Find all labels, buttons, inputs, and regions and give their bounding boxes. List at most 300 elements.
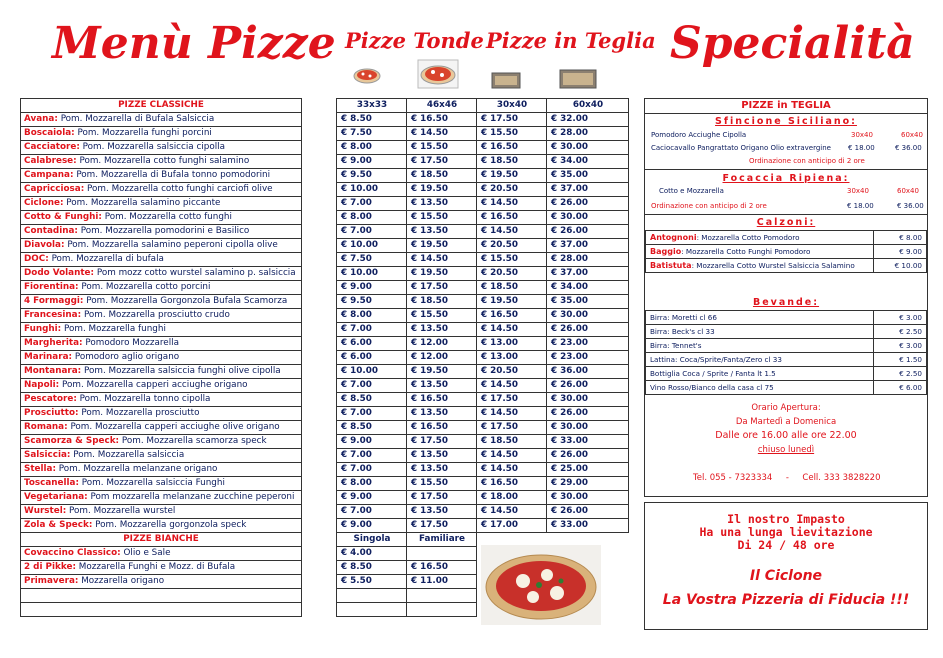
price-cell: € 30.00 bbox=[547, 491, 629, 505]
pizze-classiche-header bbox=[21, 99, 302, 113]
price-cell: € 12.00 bbox=[407, 337, 477, 351]
pizza-row bbox=[21, 337, 302, 351]
price-cell: € 36.00 bbox=[547, 365, 629, 379]
pizza-ingredients: Pom. Mozzarella cotto funghi carciofi olive bbox=[87, 184, 273, 194]
pizza-row bbox=[21, 239, 302, 253]
price-cell: € 13.50 bbox=[407, 225, 477, 239]
sfincione-item-1: Pomodoro Acciughe Cipolla bbox=[651, 131, 747, 139]
price-cell: € 19.50 bbox=[477, 295, 547, 309]
price-cell: € 7.50 bbox=[337, 127, 407, 141]
pizza-name: Diavola: bbox=[24, 240, 65, 250]
specialita-panel bbox=[644, 98, 928, 497]
bianche-size-header: Familiare bbox=[407, 533, 477, 547]
phone-number: Tel. 055 - 7323334 bbox=[693, 473, 773, 483]
contact-separator: - bbox=[785, 473, 789, 483]
pizza-name: 4 Formaggi: bbox=[24, 296, 84, 306]
pizza-name: Campana: bbox=[24, 170, 74, 180]
pizza-row bbox=[21, 141, 302, 155]
price-cell: € 16.50 bbox=[477, 141, 547, 155]
price-cell: € 7.00 bbox=[337, 407, 407, 421]
price-cell: € 35.00 bbox=[547, 295, 629, 309]
bevande-table bbox=[645, 310, 927, 395]
pizza-row bbox=[21, 491, 302, 505]
price-row bbox=[337, 295, 629, 309]
pizza-ingredients: Pomodoro aglio origano bbox=[74, 352, 180, 362]
pizza-ingredients: Pom. Mozzarella di Bufala Salsiccia bbox=[60, 114, 215, 124]
price-cell: € 14.50 bbox=[407, 127, 477, 141]
price-cell: € 18.50 bbox=[477, 435, 547, 449]
pizza-cell bbox=[21, 323, 302, 337]
pizza-name: Scamorza & Speck: bbox=[24, 436, 120, 446]
price-cell: € 11.00 bbox=[407, 575, 477, 589]
price-cell: € 37.00 bbox=[547, 239, 629, 253]
pizza-row bbox=[21, 379, 302, 393]
price-cell: € 26.00 bbox=[547, 197, 629, 211]
small-round-pizza-icon bbox=[352, 64, 382, 86]
price-cell: € 26.00 bbox=[547, 323, 629, 337]
drink-name: Birra: Moretti cl 66 bbox=[646, 311, 874, 325]
price-cell: € 17.50 bbox=[407, 519, 477, 533]
calzone-cell bbox=[646, 245, 874, 259]
price-row bbox=[337, 407, 629, 421]
price-cell: € 23.00 bbox=[547, 351, 629, 365]
price-cell: € 13.50 bbox=[407, 197, 477, 211]
pizze-bianche-header-label: PIZZE BIANCHE bbox=[21, 533, 302, 547]
pizza-row bbox=[21, 351, 302, 365]
pizza-name: Fiorentina: bbox=[24, 282, 79, 292]
price-cell: € 30.00 bbox=[547, 141, 629, 155]
pizza-row bbox=[21, 197, 302, 211]
price-cell: € 16.50 bbox=[477, 211, 547, 225]
pizza-cell bbox=[21, 449, 302, 463]
price-cell: € 8.00 bbox=[337, 211, 407, 225]
pizza-row bbox=[21, 183, 302, 197]
pizza-name: Marinara: bbox=[24, 352, 73, 362]
pizza-ingredients: Pom. Mozzarella salsiccia Funghi bbox=[81, 478, 225, 488]
price-cell: € 16.50 bbox=[477, 477, 547, 491]
calzone-price: € 10.00 bbox=[874, 259, 927, 273]
pizza-ingredients: Pom. Mozzarella tonno cipolla bbox=[79, 394, 211, 404]
pizza-name: Cacciatore: bbox=[24, 142, 80, 152]
pizza-row bbox=[21, 575, 302, 589]
price-cell: € 33.00 bbox=[547, 519, 629, 533]
drink-price: € 3.00 bbox=[874, 311, 927, 325]
calzoni-title: Calzoni: bbox=[756, 217, 816, 228]
price-cell: € 35.00 bbox=[547, 169, 629, 183]
price-cell: € 16.50 bbox=[407, 113, 477, 127]
calzone-row bbox=[646, 245, 927, 259]
price-cell: € 30.00 bbox=[547, 309, 629, 323]
price-cell: € 19.50 bbox=[407, 183, 477, 197]
drink-row bbox=[646, 381, 927, 395]
price-cell: € 16.50 bbox=[407, 421, 477, 435]
pizza-cell bbox=[21, 239, 302, 253]
pizza-ingredients: Mozzarella origano bbox=[81, 576, 165, 586]
price-cell: € 26.00 bbox=[547, 379, 629, 393]
pizza-name: Vegetariana: bbox=[24, 492, 88, 502]
price-cell: € 8.50 bbox=[337, 561, 407, 575]
pizza-ingredients: Pom. Mozzarella gorgonzola speck bbox=[95, 520, 247, 530]
price-cell: € 7.00 bbox=[337, 449, 407, 463]
focaccia-title: Focaccia Ripiena: bbox=[722, 173, 850, 184]
pizza-ingredients: Pomodoro Mozzarella bbox=[85, 338, 179, 348]
price-cell: € 26.00 bbox=[547, 407, 629, 421]
price-cell: € 10.00 bbox=[337, 183, 407, 197]
pizza-row bbox=[21, 365, 302, 379]
price-cell: € 9.00 bbox=[337, 435, 407, 449]
pizza-ingredients: Pom mozz cotto wurstel salamino p. salsiccia bbox=[96, 268, 296, 278]
pizza-cell bbox=[21, 379, 302, 393]
pizza-ingredients: Pom. Mozzarella cotto funghi bbox=[104, 212, 232, 222]
calzone-ingredients: : Mozzarella Cotto Funghi Pomodoro bbox=[681, 247, 811, 256]
price-row bbox=[337, 141, 629, 155]
price-row bbox=[337, 435, 629, 449]
price-cell: € 16.50 bbox=[407, 393, 477, 407]
price-row bbox=[337, 449, 629, 463]
price-cell: € 17.00 bbox=[477, 519, 547, 533]
price-cell: € 14.50 bbox=[477, 197, 547, 211]
empty-cell bbox=[21, 603, 302, 617]
small-tray-pizza-icon bbox=[490, 70, 522, 90]
price-cell: € 4.00 bbox=[337, 547, 407, 561]
drink-name: Vino Rosso/Bianco della casa cl 75 bbox=[646, 381, 874, 395]
price-cell: € 7.50 bbox=[337, 253, 407, 267]
large-round-pizza-icon bbox=[417, 59, 459, 89]
pizza-row bbox=[21, 323, 302, 337]
pizza-cell bbox=[21, 575, 302, 589]
price-row bbox=[337, 351, 629, 365]
orario-title: Orario Apertura: bbox=[751, 403, 821, 413]
price-row bbox=[337, 365, 629, 379]
calzone-ingredients: : Mozzarella Cotto Pomodoro bbox=[696, 233, 800, 242]
price-cell: € 17.50 bbox=[407, 281, 477, 295]
price-cell: € 34.00 bbox=[547, 155, 629, 169]
price-row bbox=[337, 211, 629, 225]
pizza-cell bbox=[21, 197, 302, 211]
drink-price: € 1.50 bbox=[874, 353, 927, 367]
price-cell: € 8.00 bbox=[337, 309, 407, 323]
price-cell: € 15.50 bbox=[407, 477, 477, 491]
pizza-ingredients: Olio e Sale bbox=[123, 548, 171, 558]
sfincione-title: Sfincione Siciliano: bbox=[715, 116, 857, 127]
pizze-classiche-table bbox=[20, 98, 302, 617]
pizza-name: Contadina: bbox=[24, 226, 78, 236]
pizza-name: Napoli: bbox=[24, 380, 60, 390]
price-cell: € 6.00 bbox=[337, 337, 407, 351]
price-cell: € 7.00 bbox=[337, 463, 407, 477]
price-row bbox=[337, 113, 629, 127]
pizza-row bbox=[21, 449, 302, 463]
price-cell: € 20.50 bbox=[477, 183, 547, 197]
price-cell: € 8.50 bbox=[337, 113, 407, 127]
price-cell: € 37.00 bbox=[547, 183, 629, 197]
size-header: 30x40 bbox=[477, 99, 547, 113]
pizza-row bbox=[21, 253, 302, 267]
price-cell: € 13.50 bbox=[407, 379, 477, 393]
price-row bbox=[337, 127, 629, 141]
pizza-cell bbox=[21, 519, 302, 533]
price-cell: € 14.50 bbox=[477, 463, 547, 477]
pizza-row bbox=[21, 519, 302, 533]
pizza-name: Wurstel: bbox=[24, 506, 67, 516]
price-cell: € 10.00 bbox=[337, 239, 407, 253]
pizza-name: Zola & Speck: bbox=[24, 520, 93, 530]
drink-name: Birra: Beck's cl 33 bbox=[646, 325, 874, 339]
pizza-ingredients: Pom. Mozzarella funghi bbox=[64, 324, 166, 334]
pizza-cell bbox=[21, 337, 302, 351]
pizza-ingredients: Pom. Mozzarella salsiccia cipolla bbox=[82, 142, 225, 152]
bianche-size-header: Singola bbox=[337, 533, 407, 547]
calzone-row bbox=[646, 231, 927, 245]
focaccia-price-2: € 36.00 bbox=[897, 202, 924, 210]
pizza-cell bbox=[21, 225, 302, 239]
pizza-name: DOC: bbox=[24, 254, 49, 264]
price-cell: € 26.00 bbox=[547, 505, 629, 519]
price-cell: € 5.50 bbox=[337, 575, 407, 589]
empty-cell bbox=[21, 589, 302, 603]
pizze-classiche-header-label: PIZZE CLASSICHE bbox=[21, 99, 302, 113]
price-cell: € 9.50 bbox=[337, 169, 407, 183]
price-cell: € 9.00 bbox=[337, 519, 407, 533]
price-cell: € 34.00 bbox=[547, 281, 629, 295]
price-cell: € 30.00 bbox=[547, 421, 629, 435]
calzone-cell bbox=[646, 259, 874, 273]
pizze-bianche-header bbox=[21, 533, 302, 547]
impasto-line-1: Il nostro Impasto bbox=[727, 512, 845, 526]
calzone-ingredients: : Mozzarella Cotto Wurstel Salsiccia Salamino bbox=[691, 261, 855, 270]
price-cell: € 13.50 bbox=[407, 323, 477, 337]
orario-days: Da Martedì a Domenica bbox=[735, 417, 837, 427]
pizza-ingredients: Pom. Mozzarella Gorgonzola Bufala Scamorza bbox=[86, 296, 288, 306]
price-row bbox=[337, 463, 629, 477]
price-cell: € 12.00 bbox=[407, 351, 477, 365]
price-cell: € 28.00 bbox=[547, 253, 629, 267]
price-cell: € 18.50 bbox=[407, 169, 477, 183]
cell-number: Cell. 333 3828220 bbox=[802, 473, 881, 483]
pizza-row bbox=[21, 561, 302, 575]
pizza-row bbox=[21, 211, 302, 225]
size-header: 46x46 bbox=[407, 99, 477, 113]
pizza-cell bbox=[21, 547, 302, 561]
pizza-ingredients: Pom. Mozzarella prosciutto bbox=[81, 408, 200, 418]
price-cell: € 14.50 bbox=[477, 407, 547, 421]
pizza-cell bbox=[21, 155, 302, 169]
price-cell: € 7.00 bbox=[337, 379, 407, 393]
drink-price: € 2.50 bbox=[874, 367, 927, 381]
pizza-ingredients: Pom. Mozzarella salsiccia bbox=[73, 450, 185, 460]
drink-row bbox=[646, 353, 927, 367]
pizza-row bbox=[21, 421, 302, 435]
pizza-row bbox=[21, 169, 302, 183]
pizza-ingredients: Pom. Mozzarella salsiccia funghi olive cipolla bbox=[84, 366, 281, 376]
price-cell: € 13.00 bbox=[477, 351, 547, 365]
pizza-row bbox=[21, 547, 302, 561]
drink-row bbox=[646, 325, 927, 339]
drink-name: Lattina: Coca/Sprite/Fanta/Zero cl 33 bbox=[646, 353, 874, 367]
pizza-name: Cotto & Funghi: bbox=[24, 212, 102, 222]
pizza-row bbox=[21, 477, 302, 491]
pizza-name: Avana: bbox=[24, 114, 58, 124]
price-cell: € 26.00 bbox=[547, 449, 629, 463]
pizza-ingredients: Pom. Mozzarella scamorza speck bbox=[121, 436, 267, 446]
price-cell: € 28.00 bbox=[547, 127, 629, 141]
price-cell: € 13.00 bbox=[477, 337, 547, 351]
large-tray-pizza-icon bbox=[558, 68, 598, 90]
price-cell: € 9.00 bbox=[337, 281, 407, 295]
pizza-ingredients: Mozzarella Funghi e Mozz. di Bufala bbox=[78, 562, 236, 572]
pizza-cell bbox=[21, 393, 302, 407]
calzone-price: € 8.00 bbox=[874, 231, 927, 245]
pizza-cell bbox=[21, 281, 302, 295]
price-row bbox=[337, 379, 629, 393]
brand-slogan: La Vostra Pizzeria di Fiducia !!! bbox=[662, 592, 910, 608]
price-cell: € 10.00 bbox=[337, 267, 407, 281]
pizza-cell bbox=[21, 253, 302, 267]
empty-row bbox=[21, 589, 302, 603]
pizza-cell bbox=[21, 309, 302, 323]
pizza-photo bbox=[481, 545, 601, 625]
price-cell: € 17.50 bbox=[477, 113, 547, 127]
price-cell: € 15.50 bbox=[407, 309, 477, 323]
empty-cell bbox=[407, 603, 477, 617]
price-cell: € 19.50 bbox=[407, 239, 477, 253]
price-cell: € 18.50 bbox=[477, 155, 547, 169]
calzone-name: Batistuta bbox=[650, 261, 692, 270]
price-cell: € 25.00 bbox=[547, 463, 629, 477]
price-cell: € 20.50 bbox=[477, 239, 547, 253]
empty-row bbox=[21, 603, 302, 617]
drink-price: € 2.50 bbox=[874, 325, 927, 339]
pizza-name: Boscaiola: bbox=[24, 128, 75, 138]
drink-row bbox=[646, 367, 927, 381]
pizza-ingredients: Pom. Mozzarella prosciutto crudo bbox=[83, 310, 230, 320]
pizza-name: Francesina: bbox=[24, 310, 82, 320]
price-row bbox=[337, 477, 629, 491]
menu-title: Menù Pizze bbox=[52, 18, 336, 69]
price-cell: € 30.00 bbox=[547, 393, 629, 407]
price-row bbox=[337, 337, 629, 351]
price-cell: € 19.50 bbox=[477, 169, 547, 183]
sfincione-item-2: Caciocavallo Pangrattato Origano Olio extravergine bbox=[651, 144, 831, 152]
pizza-name: Montanara: bbox=[24, 366, 82, 376]
empty-cell bbox=[337, 603, 407, 617]
pizza-cell bbox=[21, 365, 302, 379]
pizza-row bbox=[21, 407, 302, 421]
calzoni-table bbox=[645, 230, 927, 273]
price-cell: € 26.00 bbox=[547, 225, 629, 239]
impasto-line-3: Di 24 / 48 ore bbox=[737, 538, 835, 552]
price-row bbox=[337, 253, 629, 267]
pizza-name: Primavera: bbox=[24, 576, 79, 586]
price-cell: € 9.50 bbox=[337, 295, 407, 309]
price-cell: € 15.50 bbox=[477, 127, 547, 141]
price-cell: € 20.50 bbox=[477, 267, 547, 281]
pizza-row bbox=[21, 463, 302, 477]
price-cell: € 15.50 bbox=[407, 141, 477, 155]
price-row bbox=[337, 169, 629, 183]
drink-price: € 3.00 bbox=[874, 339, 927, 353]
pizza-row bbox=[21, 295, 302, 309]
price-cell: € 16.50 bbox=[477, 309, 547, 323]
brand-name: Il Ciclone bbox=[749, 568, 823, 584]
pizza-cell bbox=[21, 141, 302, 155]
empty-cell bbox=[337, 589, 407, 603]
price-cell: € 20.50 bbox=[477, 365, 547, 379]
price-cell: € 7.00 bbox=[337, 225, 407, 239]
price-cell: € 15.50 bbox=[477, 253, 547, 267]
focaccia-price-1: € 18.00 bbox=[847, 202, 874, 210]
sfincione-size-1: 30x40 bbox=[851, 131, 873, 139]
pizza-cell bbox=[21, 211, 302, 225]
pizza-name: Prosciutto: bbox=[24, 408, 79, 418]
pizza-ingredients: Pom. Mozzarella wurstel bbox=[69, 506, 176, 516]
specialita-title: Specialità bbox=[670, 18, 915, 69]
price-cell: € 14.50 bbox=[477, 449, 547, 463]
sfincione-size-2: 60x40 bbox=[901, 131, 923, 139]
impasto-panel bbox=[644, 502, 928, 630]
pizza-cell bbox=[21, 183, 302, 197]
focaccia-size-2: 60x40 bbox=[897, 187, 919, 195]
pizza-cell bbox=[21, 351, 302, 365]
price-cell: € 30.00 bbox=[547, 211, 629, 225]
calzone-cell bbox=[646, 231, 874, 245]
price-cell: € 7.00 bbox=[337, 323, 407, 337]
pizza-name: Capricciosa: bbox=[24, 184, 85, 194]
pizza-name: Salsiccia: bbox=[24, 450, 71, 460]
price-cell: € 29.00 bbox=[547, 477, 629, 491]
pizza-cell bbox=[21, 127, 302, 141]
price-cell: € 16.50 bbox=[407, 561, 477, 575]
price-cell: € 18.00 bbox=[477, 491, 547, 505]
price-cell: € 8.50 bbox=[337, 393, 407, 407]
price-cell: € 14.50 bbox=[477, 225, 547, 239]
price-table bbox=[336, 98, 629, 617]
price-row bbox=[337, 505, 629, 519]
price-cell: € 8.00 bbox=[337, 477, 407, 491]
price-row bbox=[337, 225, 629, 239]
price-cell: € 14.50 bbox=[477, 505, 547, 519]
pizza-row bbox=[21, 155, 302, 169]
price-cell: € 9.00 bbox=[337, 155, 407, 169]
price-row bbox=[337, 393, 629, 407]
focaccia-item: Cotto e Mozzarella bbox=[659, 187, 724, 195]
pizza-ingredients: Pom. Mozzarella cotto funghi salamino bbox=[79, 156, 250, 166]
price-row bbox=[337, 519, 629, 533]
price-row bbox=[337, 309, 629, 323]
pizza-cell bbox=[21, 435, 302, 449]
pizza-name: 2 di Pikke: bbox=[24, 562, 76, 572]
price-row bbox=[337, 421, 629, 435]
price-cell: € 23.00 bbox=[547, 337, 629, 351]
pizza-row bbox=[21, 127, 302, 141]
pizza-ingredients: Pom. Mozzarella di bufala bbox=[51, 254, 164, 264]
price-cell: € 13.50 bbox=[407, 505, 477, 519]
pizza-ingredients: Pom. Mozzarella funghi porcini bbox=[77, 128, 212, 138]
pizza-cell bbox=[21, 561, 302, 575]
focaccia-note: Ordinazione con anticipo di 2 ore bbox=[651, 202, 767, 210]
price-cell: € 17.50 bbox=[407, 435, 477, 449]
pizza-row bbox=[21, 393, 302, 407]
price-cell: € 13.50 bbox=[407, 463, 477, 477]
pizza-cell bbox=[21, 407, 302, 421]
pizza-ingredients: Pom. Mozzarella salamino peperoni cipolla olive bbox=[67, 240, 278, 250]
price-row bbox=[337, 183, 629, 197]
size-header: 33x33 bbox=[337, 99, 407, 113]
price-row bbox=[337, 197, 629, 211]
pizza-name: Stella: bbox=[24, 464, 56, 474]
pizza-cell bbox=[21, 295, 302, 309]
price-row bbox=[337, 155, 629, 169]
